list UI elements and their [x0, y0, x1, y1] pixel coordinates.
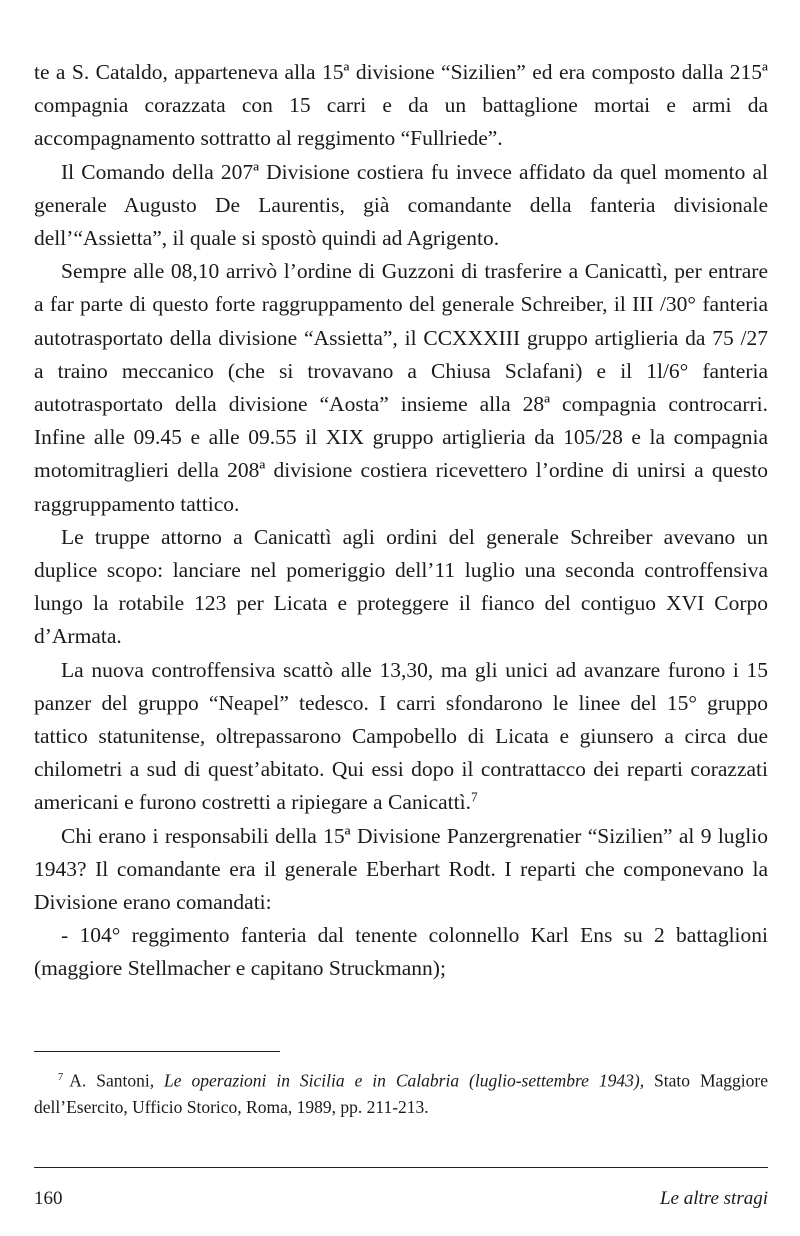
footnote-publisher: Stato Maggiore dell’Esercito, Ufficio Storico, Roma, 1989, pp. 211-213. [34, 1070, 769, 1118]
paragraph-text: te a S. Cataldo, apparteneva alla 15ª divisione “Sizilien” ed era composto dalla 215ª compagnia corazzata con 15 carri e da un battaglione mortai e armi da accompagnamento sottratto al reggimento “Fullriede”. [34, 60, 768, 151]
paragraph [34, 521, 768, 654]
paragraph [34, 654, 768, 820]
page-number: 160 [34, 1188, 63, 1209]
paragraph [34, 255, 768, 521]
paragraph [34, 56, 768, 156]
paragraph-text: Il Comando della 207ª Divisione costiera fu invece affidato da quel momento al generale Augusto De Laurentis, già comandante della fanteria divisionale dell’“Assietta”, il quale si spostò quindi ad Agrigento. [34, 159, 768, 251]
footer-divider [34, 1167, 768, 1168]
paragraph-text: - 104° reggimento fanteria dal tenente colonnello Karl Ens su 2 battaglioni (maggiore Stellmacher e capitano Struckmann); [34, 923, 768, 981]
footnote [34, 1064, 768, 1121]
list-item [34, 919, 768, 985]
paragraph-text: La nuova controffensiva scattò alle 13,30, ma gli unici ad avanzare furono i 15 panzer del gruppo “Neapel” tedesco. I carri sfondarono le linee del 15° gruppo tattico statunitense, oltrepassarono Campobello di Licata e giunsero a circa due chilometri a sud di quest’abitato. Qui essi dopo il contrattacco dei reparti corazzati americani e furono costretti a ripiegare a Canicattì. [34, 657, 768, 815]
footnote-divider [34, 1051, 280, 1052]
footnote-mark: 7 [58, 1072, 64, 1083]
paragraph [34, 156, 768, 256]
footnote-title: Le operazioni in Sicilia e in Calabria (luglio-settembre 1943), [164, 1070, 645, 1091]
body-text [34, 56, 768, 986]
footnote-reference[interactable]: 7 [470, 790, 478, 806]
paragraph [34, 820, 768, 920]
paragraph-text: Sempre alle 08,10 arrivò l’ordine di Guzzoni di trasferire a Canicattì, per entrare a far parte di questo forte raggruppamento del generale Schreiber, il III /30° fanteria autotrasportato della divisione “Assietta”, il CCXXXIII gruppo artiglieria da 75 /27 a traino meccanico (che si trovavano a Chiusa Sclafani) e il 1l/6° fanteria autotrasportato della divisione “Aosta” insieme alla 28ª compagnia controcarri. Infine alle 09.45 e alle 09.55 il XIX gruppo artiglieria da 105/28 e la compagnia motomitraglieri della 208ª divisione costiera ricevettero l’ordine di unirsi a questo raggruppamento tattico. [34, 259, 768, 516]
footnote-author: A. Santoni, [69, 1070, 155, 1091]
running-title: Le altre stragi [659, 1188, 768, 1209]
paragraph-text: Le truppe attorno a Canicattì agli ordini del generale Schreiber avevano un duplice scopo: lanciare nel pomeriggio dell’11 luglio una seconda controffensiva lungo la rotabile 123 per Licata e proteggere il fianco del contiguo XVI Corpo d’Armata. [34, 524, 768, 649]
paragraph-text: Chi erano i responsabili della 15ª Divisione Panzergrenatier “Sizilien” al 9 luglio 1943? Il comandante era il generale Eberhart Rodt. I reparti che componevano la Divisione erano comandati: [34, 823, 768, 915]
